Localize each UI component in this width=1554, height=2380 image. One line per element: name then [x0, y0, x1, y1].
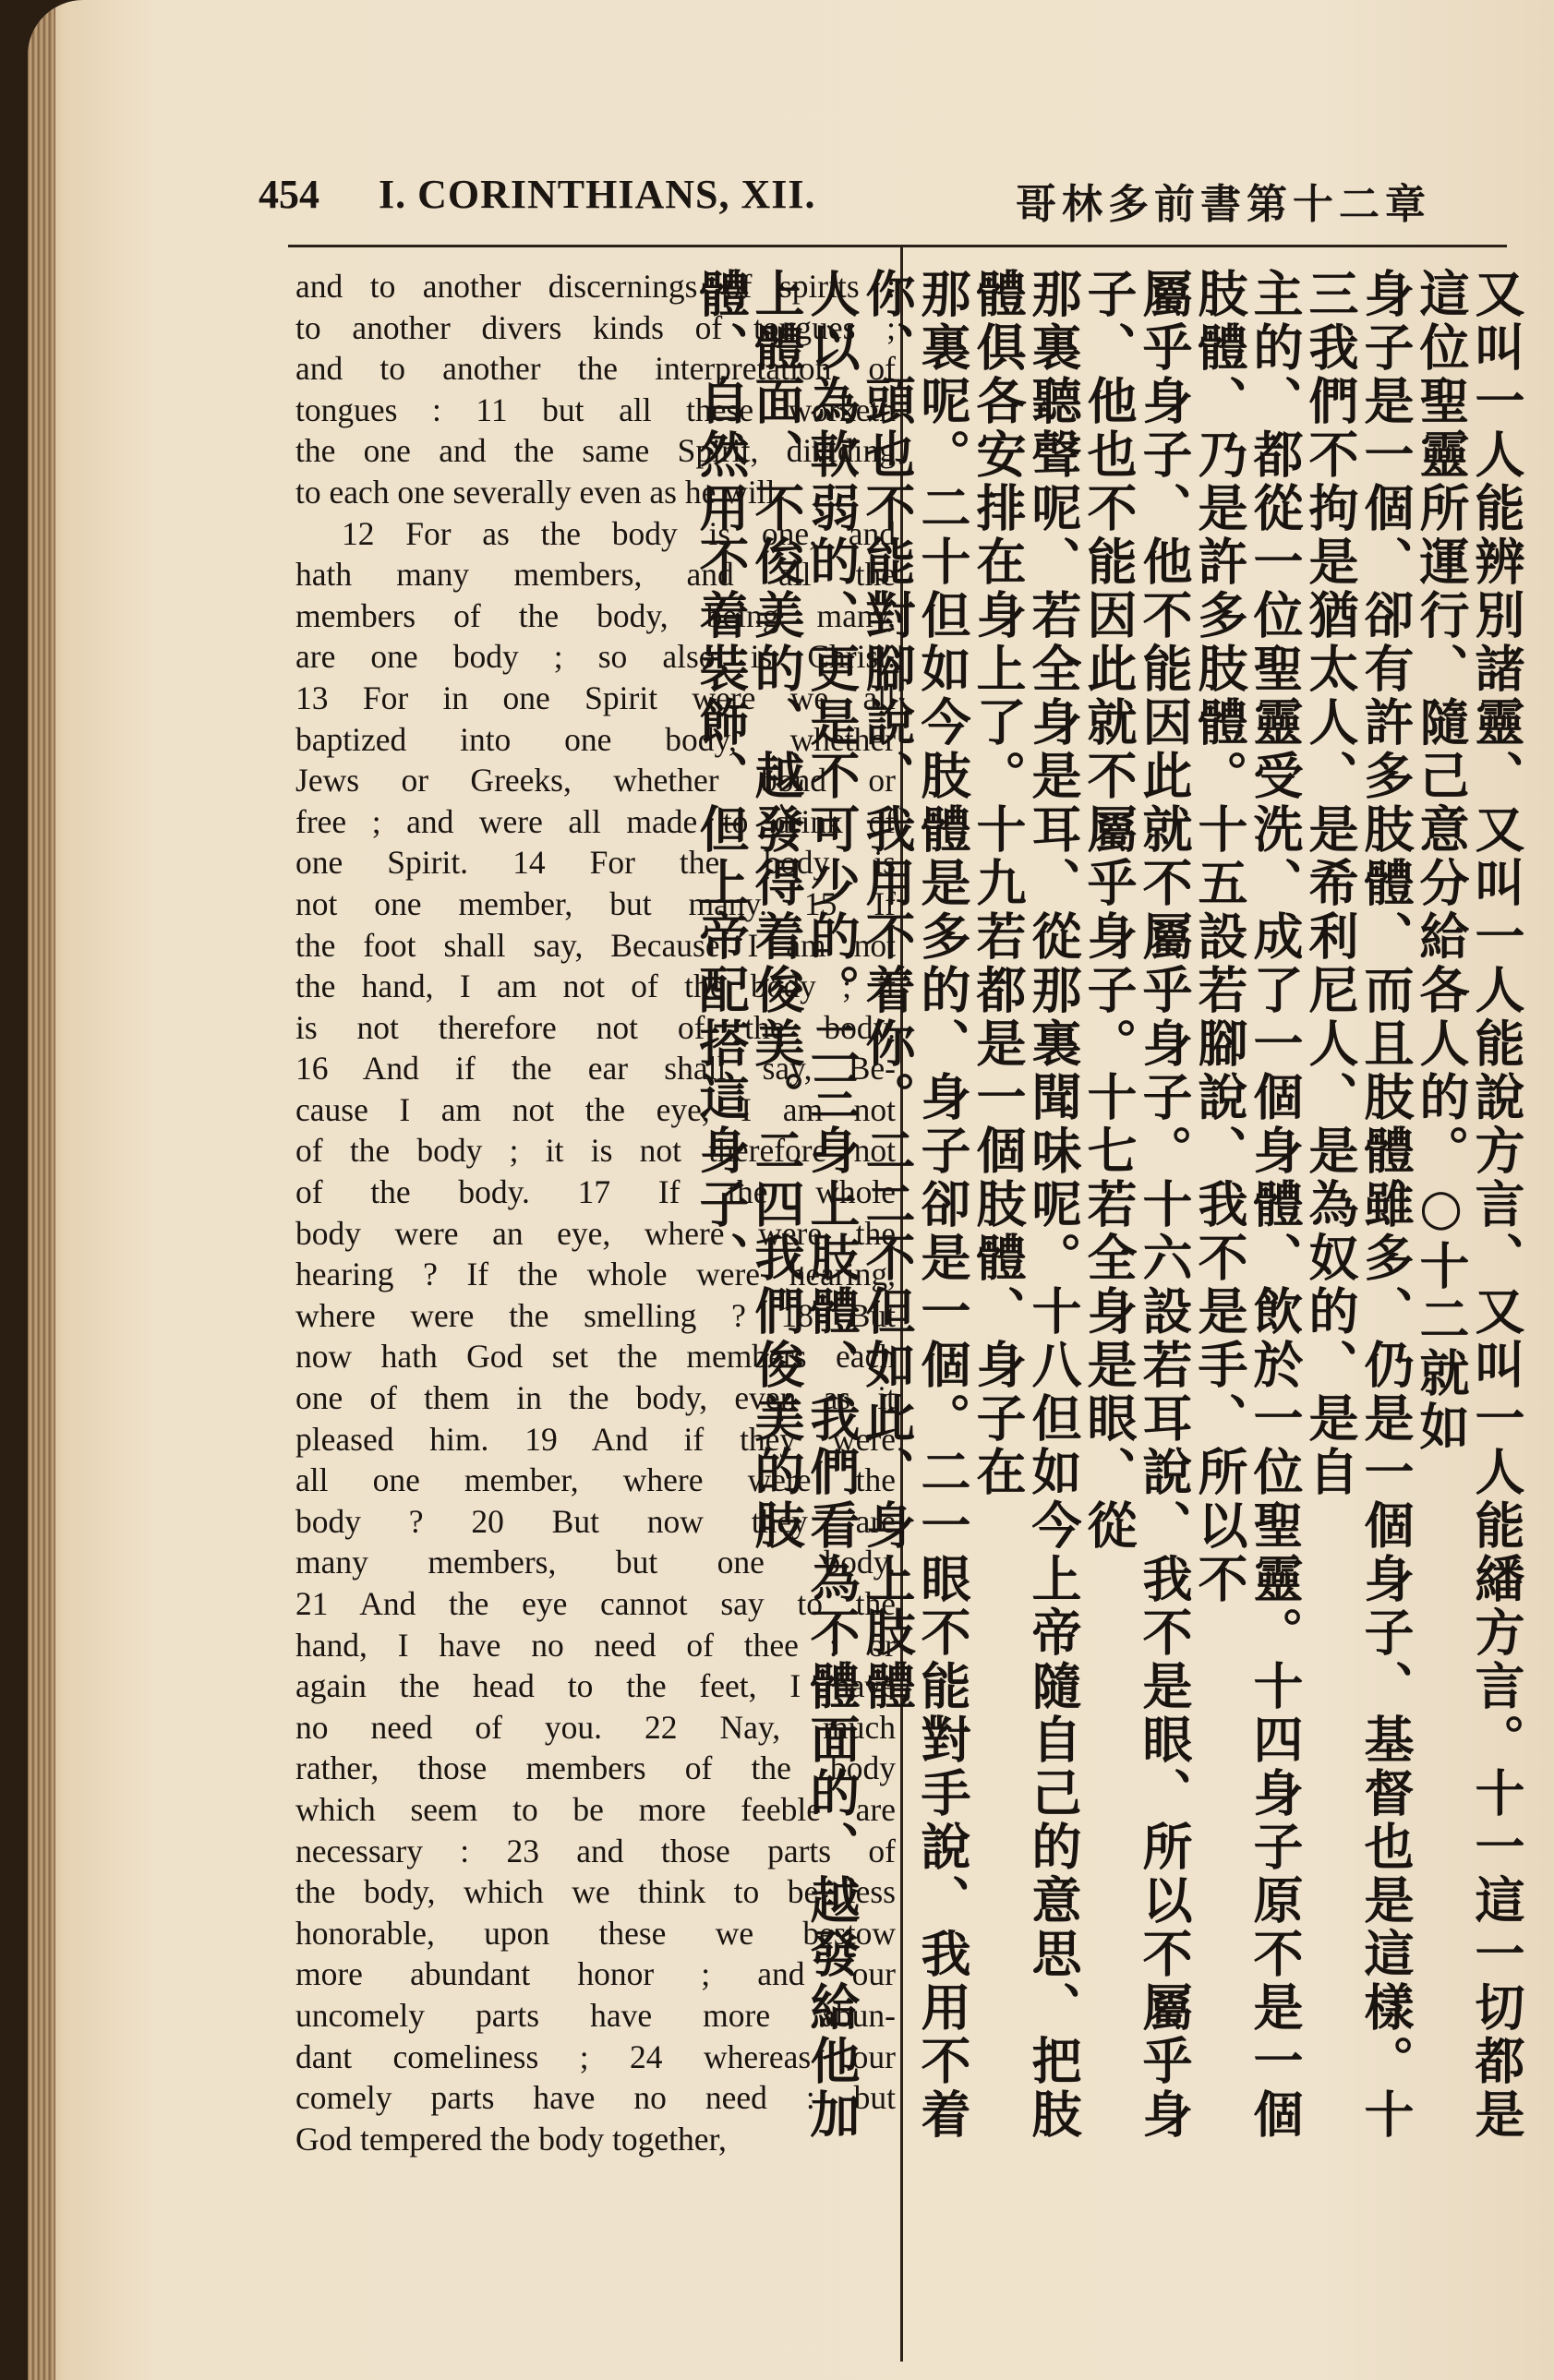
book-page: [28, 0, 1554, 2380]
english-text-line: is not therefore not of the body.: [295, 1008, 896, 1046]
english-text-line: of the body. 17 If the whole: [295, 1173, 896, 1211]
english-text-line: one Spirit. 14 For the body is: [295, 844, 896, 882]
english-text-line: God tempered the body together,: [295, 2120, 727, 2158]
chinese-text-line: 身子是一個、卻有許多肢體、而且肢體雖多、仍是一個身子、基督也是這樣。十三我們不拘是猶太人、是希利尼人、是為奴的、是自: [1301, 268, 1415, 2142]
english-text-line: comely parts have no need : but: [295, 2079, 896, 2117]
chinese-text-line: 體、自然用不着裝飾、但上帝配搭這身子、: [692, 268, 750, 1285]
chinese-text-line: 主的、都從一位聖靈受洗、成了一個身體、飲於一位聖靈。十四身子原不是一個肢體、乃是許多肢體。十五設若腳說、我不是手、所以不: [1190, 268, 1304, 2142]
english-text-line: hearing ? If the whole were hearing,: [295, 1256, 896, 1293]
english-text-line: no need of you. 22 Nay, much: [295, 1708, 896, 1746]
chinese-text-column: [692, 268, 1525, 2179]
english-text-line: hath many members, and all the: [295, 556, 896, 594]
english-text-line: more abundant honor ; and our: [295, 1955, 896, 1993]
chinese-text-line: 又叫一人能辨別諸靈、又叫一人能說方言、又叫一人能繙方言。十一這一切都是這位聖靈所運行、隨己意分給各人的。○十二就如: [1412, 268, 1525, 2142]
english-text-line: again the head to the feet, I have: [295, 1667, 896, 1705]
running-title: I. CORINTHIANS, XII.: [379, 172, 816, 217]
english-text-line: 13 For in one Spirit were we all: [295, 679, 896, 716]
english-text-line: which seem to be more feeble are: [295, 1790, 896, 1828]
english-text-line: dant comeliness ; 24 whereas our: [295, 2037, 896, 2075]
english-text-line: Jews or Greeks, whether bond or: [295, 762, 896, 799]
chinese-text-line: 那裏聽聲呢、若全身是耳、從那裏聞味呢。十八但如今上帝隨自己的意思、把肢體俱各安排在身上了。十九若都是一個肢體、身子在: [969, 268, 1082, 2142]
english-text-line: rather, those members of the body: [295, 1749, 896, 1787]
chinese-text-line: 人以為軟弱的、更是不可少的。二三身上肢體、我們看為不體面的、越發給他加上體面、不俊美的、越發得着俊美。二四我們俊美的肢: [747, 268, 861, 2142]
page-number: 454: [259, 172, 319, 217]
english-text-line: of the body ; it is not therefore not: [295, 1132, 896, 1170]
english-text-line: the one and the same Spirit, dividing: [295, 432, 896, 470]
english-text-line: baptized into one body, whether: [295, 720, 896, 758]
english-text-line: 16 And if the ear shall say, Be-: [295, 1050, 896, 1088]
english-text-line: all one member, where were the: [295, 1461, 896, 1499]
header-rule: [288, 245, 1507, 247]
english-text-line: pleased him. 19 And if they were: [295, 1420, 896, 1458]
english-text-line: the body, which we think to be less: [295, 1873, 896, 1911]
english-text-line: the foot shall say, Because I am not: [295, 926, 896, 964]
english-text-line: many members, but one body.: [295, 1544, 896, 1581]
page-edge: [28, 0, 55, 2380]
english-text-line: honorable, upon these we bestow: [295, 1914, 896, 1952]
english-text-line: where were the smelling ? 18 But: [295, 1296, 896, 1334]
english-text-line: tongues : 11 but all these worketh: [295, 391, 896, 428]
english-text-line: hand, I have no need of thee : or: [295, 1626, 896, 1664]
english-text-line: and to another discernings of spirits :: [295, 268, 896, 305]
english-text-line: one of them in the body, even as it: [295, 1379, 896, 1417]
english-text-line: 12 For as the body is one, and: [342, 514, 896, 552]
english-text-line: necessary : 23 and those parts of: [295, 1832, 896, 1869]
english-text-line: to another divers kinds of tongues ;: [295, 308, 896, 346]
english-text-line: uncomely parts have more abun-: [295, 1996, 896, 2034]
english-text-line: 21 And the eye cannot say to the: [295, 1585, 896, 1622]
english-text-line: and to another the interpretation of: [295, 350, 896, 388]
chinese-text-line: 那裏呢。二十但如今肢體是多的、身子卻是一個。二一眼不能對手說、我用不着你、頭也不能對腳說、我用不着你。二二不但如此、身上肢體: [858, 268, 971, 2142]
english-text-line: members of the body, being many,: [295, 596, 896, 634]
english-text-line: not one member, but many. 15 If: [295, 884, 896, 922]
english-text-line: body ? 20 But now they are: [295, 1502, 896, 1540]
english-text-line: the hand, I am not of the body ; it: [295, 968, 896, 1005]
english-text-line: body were an eye, where were the: [295, 1214, 896, 1252]
english-text-line: free ; and were all made to drink of: [295, 802, 896, 840]
chinese-text-line: 屬乎身子、他不能因此就不屬乎身子。十六設若耳說、我不是眼、所以不屬乎身子、他也不能因此就不屬乎身子。十七若全身是眼、從: [1079, 268, 1193, 2142]
chinese-running-title: 哥林多前書第十二章: [1016, 181, 1431, 228]
page-header: [259, 171, 1524, 235]
english-text-line: now hath God set the members each: [295, 1338, 896, 1376]
english-text-line: cause I am not the eye, I am not: [295, 1090, 896, 1128]
english-text-line: to each one severally even as he will.: [295, 473, 784, 511]
english-text-line: are one body ; so also is Christ.: [295, 638, 896, 676]
